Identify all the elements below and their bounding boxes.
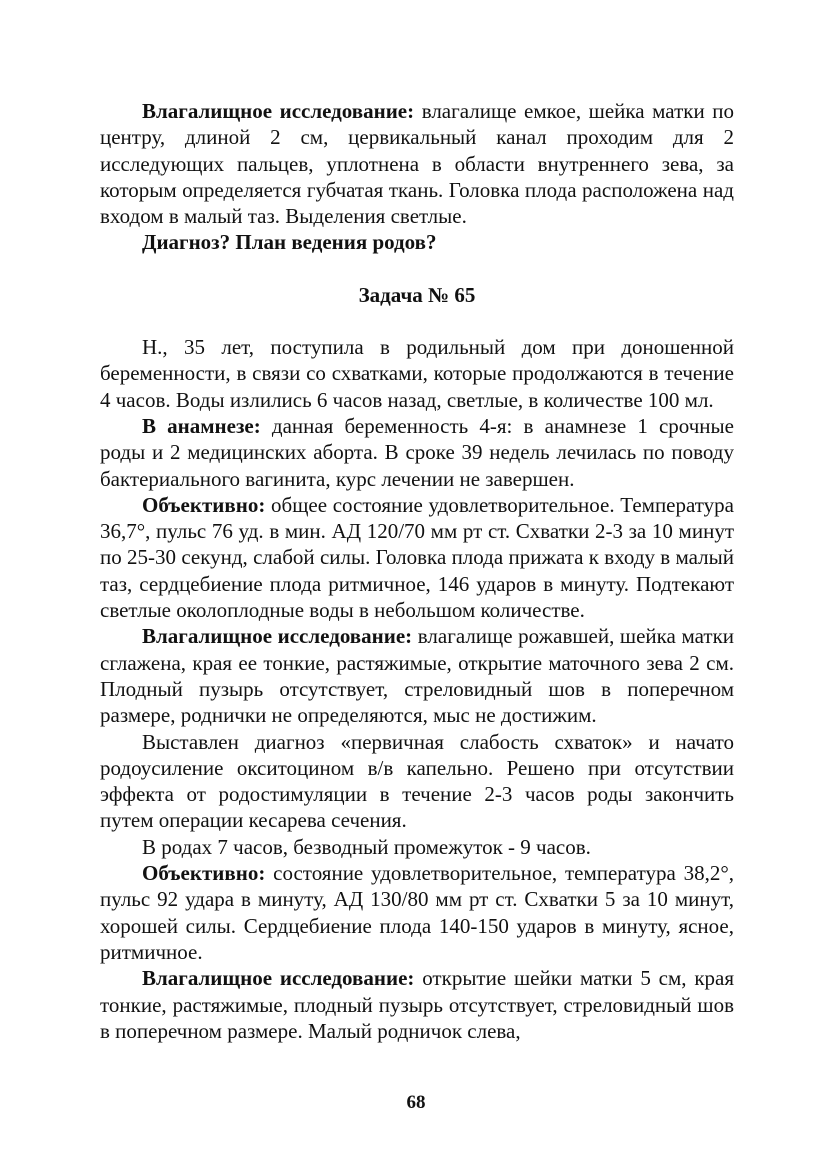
paragraph-vaginal-exam-3: Влагалищное исследование: открытие шейки матки 5 см, края тонкие, растяжимые, плодный пузырь отсутствует, стреловидный шов в поперечном размере. Малый родничок слева, bbox=[100, 966, 735, 1043]
task-title: Задача № 65 bbox=[358, 282, 476, 307]
page-text bbox=[100, 98, 734, 1044]
paragraph-labor-time: В родах 7 часов, безводный промежуток - 9 часов. bbox=[142, 834, 591, 859]
paragraph-objective-1: Объективно: общее состояние удовлетворительное. Температура 36,7°, пульс 76 уд. в мин. АД 120/70 мм рт ст. Схватки 2-3 за 10 минут по 25-30 секунд, слабой силы. Головка плода прижата к входу в малый таз, сердцебиение плода ритмичное, 146 ударов в минуту. Подтекают светлые околоплодные воды в небольшом количестве. bbox=[100, 492, 734, 623]
paragraph-diagnosis: Выставлен диагноз «первичная слабость схваток» и начато родоусиление окситоцином в/в капельно. Решено при отсутствии эффекта от родостимуляции в течение 2-3 часов роды закончить путем операции кесарева сечения. bbox=[100, 729, 734, 833]
paragraph-objective-2: Объективно: состояние удовлетворительное, температура 38,2°, пульс 92 удара в минуту, АД 130/80 мм рт ст. Схватки 5 за 10 минут, хорошей силы. Сердцебиение плода 140-150 ударов в минуту, ясное, ритмичное. bbox=[100, 861, 734, 964]
paragraph-anamnesis: В анамнезе: данная беременность 4-я: в анамнезе 1 срочные роды и 2 медицинских аборта. В сроке 39 недель лечилась по поводу бактериального вагинита, курс лечении не завершен. bbox=[100, 413, 734, 491]
page-number: 68 bbox=[406, 1092, 426, 1113]
paragraph-vaginal-exam-2: Влагалищное исследование: влагалище рожавшей, шейка матки сглажена, края ее тонкие, растяжимые, открытие маточного зева 2 см. Плодный пузырь отсутствует, стреловидный шов в поперечном размере, роднички не определяются, мыс не достижим. bbox=[100, 624, 735, 728]
paragraph-question: Диагноз? План ведения родов? bbox=[142, 230, 437, 255]
paragraph-intro: Н., 35 лет, поступила в родильный дом при доношенной беременности, в связи со схватками, которые продолжаются в течение 4 часов. Воды излились 6 часов назад, светлые, в количестве 100 мл. bbox=[100, 335, 734, 412]
paragraph-vaginal-exam-1: Влагалищное исследование: влагалище емкое, шейка матки по центру, длиной 2 см, цервикальный канал проходим для 2 исследующих пальцев, уплотнена в области внутреннего зева, за которым определяется губчатая ткань. Головка плода расположена над входом в малый таз. Выделения светлые. bbox=[100, 99, 734, 229]
